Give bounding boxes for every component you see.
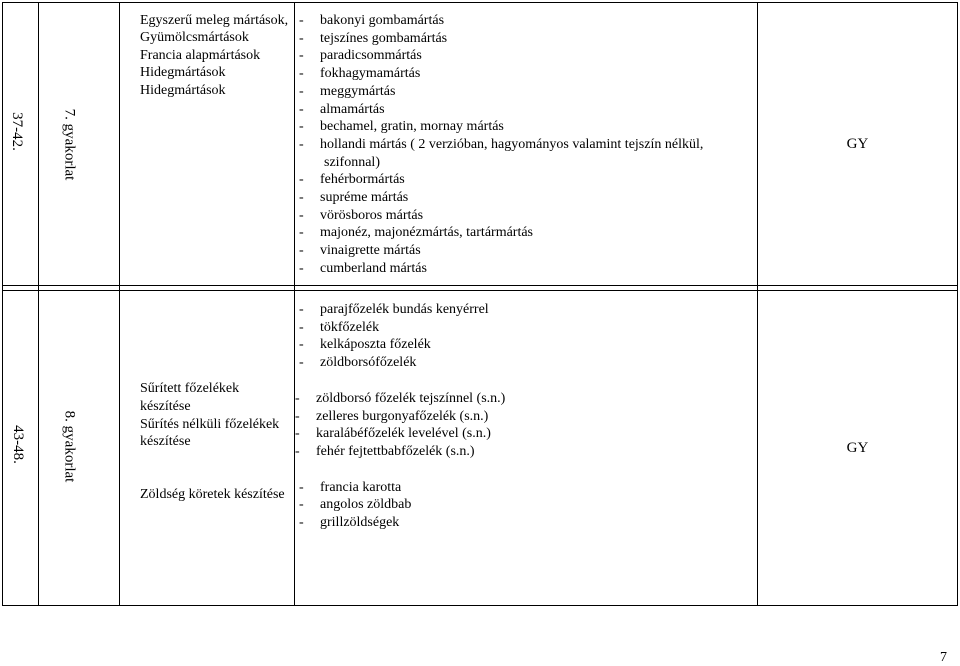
topics-cell [120,3,295,286]
hours-label: 37-42. [8,112,25,151]
list-item: - angolos zöldbab [299,497,412,513]
item-group [295,390,757,461]
list-item: - parajfőzelék bundás kenyérrel [299,302,489,317]
list-item: - majonéz, majonézmártás, tartármártás [299,225,534,241]
curriculum-table [2,2,958,606]
list-item: - zelleres burgonyafőzelék (s.n.) [295,408,489,424]
page-number: 7 [940,650,947,665]
topic: Hidegmártások [140,65,226,81]
table-row [3,3,958,286]
topic: Francia alapmártások [140,47,261,63]
topic: készítése [140,398,191,414]
list-item: - karalábéfőzelék levelével (s.n.) [295,426,491,442]
hours-cell [3,291,39,606]
list-item: - fehér fejtettbabfőzelék (s.n.) [295,443,475,459]
hours-cell [3,3,39,286]
list-item: - supréme mártás [299,190,409,206]
list-item: - zöldborsófőzelék [299,355,417,371]
item-group [299,301,757,372]
type-cell [39,291,120,606]
list-item: - vörösboros mártás [299,207,424,223]
type-cell [39,3,120,286]
list-item: - meggymártás [299,83,396,99]
list-item: - almamártás [299,101,385,117]
list-item: - vinaigrette mártás [299,243,421,259]
list-item-continuation: szifonnal) [324,154,380,170]
topic: Zöldség köretek készítése [140,487,285,503]
topic: készítése [140,434,191,450]
topic: Sűrített főzelékek [140,381,240,397]
type-label: 7. gyakorlat [61,108,78,181]
list-item: - paradicsommártás [299,48,422,64]
list-item: - grillzöldségek [299,515,400,531]
item-group [299,479,757,532]
list-item: - fehérbormártás [299,172,405,188]
form-cell [758,291,958,606]
list-item: - bechamel, gratin, mornay mártás [299,119,504,135]
topics-cell [120,291,295,606]
hours-label: 43-48. [9,425,26,464]
topic: Gyümölcsmártások [140,30,249,46]
list-item: - tökfőzelék [299,319,380,335]
form-label: GY [846,439,869,456]
list-item: - fokhagymamártás [299,66,421,82]
items-cell [295,291,758,606]
list-item: - bakonyi gombamártás [299,13,445,28]
list-item: - francia karotta [299,479,402,495]
list-item: - kelkáposzta főzelék [299,337,431,353]
topic: Sűrítés nélküli főzelékek [140,416,280,432]
topic: Hidegmártások [140,82,226,98]
list-item: - cumberland mártás [299,260,427,276]
type-label: 8. gyakorlat [61,410,78,483]
form-label: GY [846,135,869,152]
list-item: - zöldborsó főzelék tejszínnel (s.n.) [295,390,506,406]
topic: Egyszerű meleg mártások, [140,13,289,28]
list-item: - hollandi mártás ( 2 verzióban, hagyományos valamint tejszín nélkül, [299,136,704,152]
items-cell [295,3,758,286]
list-item: - tejszínes gombamártás [299,30,448,46]
form-cell [758,3,958,286]
table-row [3,291,958,606]
